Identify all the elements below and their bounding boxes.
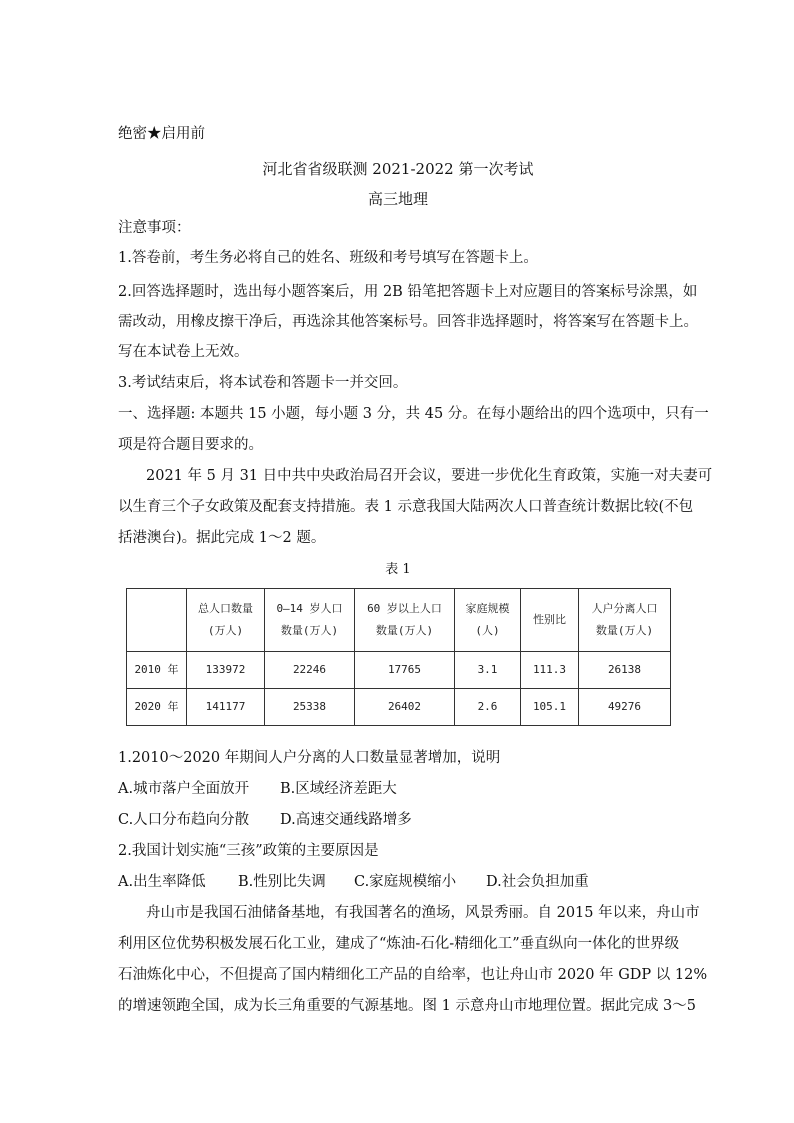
notice-heading: 注意事项： — [118, 220, 191, 236]
section-instructions: 项是符合题目要求的。 — [118, 437, 263, 453]
passage-line: 的增速领跑全国，成为长三角重要的气源基地。图 1 示意舟山市地理位置。据此完成 3～5 — [118, 998, 696, 1014]
exam-title: 河北省省级联测 2021-2022 第一次考试 — [262, 160, 534, 178]
column-header: 0—14 岁人口 数量(万人) — [265, 589, 355, 652]
answer-option: B.区域经济差距大 — [280, 781, 397, 797]
table-row — [127, 652, 671, 689]
section-instructions: 一、选择题: 本题共 15 小题，每小题 3 分，共 45 分。在每小题给出的四个选项中，只有一 — [118, 406, 709, 422]
column-header: 总人口数量 (万人) — [187, 589, 265, 652]
table-cell: 26138 — [579, 652, 671, 689]
answer-option: C.家庭规模缩小 — [354, 874, 457, 890]
table-cell: 17765 — [355, 652, 455, 689]
column-header: 60 岁以上人口 数量(万人) — [355, 589, 455, 652]
column-header: 家庭规模 (人) — [455, 589, 521, 652]
passage-line: 利用区位优势积极发展石化工业，建成了“炼油-石化-精细化工”垂直纵向一体化的世界级 — [118, 936, 680, 952]
answer-option: C.人口分布趋向分散 — [118, 812, 250, 828]
notice-item: 2.回答选择题时，选出每小题答案后，用 2B 铅笔把答题卡上对应题目的答案标号涂黑，如 — [118, 284, 698, 300]
table-cell: 26402 — [355, 689, 455, 726]
row-year: 2020 年 — [127, 689, 187, 726]
notice-item: 需改动，用橡皮擦干净后，再选涂其他答案标号。回答非选择题时，将答案写在答题卡上。 — [118, 314, 698, 330]
answer-option: D.高速交通线路增多 — [280, 812, 412, 828]
answer-option: D.社会负担加重 — [486, 874, 589, 890]
table-cell: 2.6 — [455, 689, 521, 726]
table-cell: 105.1 — [521, 689, 579, 726]
answer-option: B.性别比失调 — [238, 874, 326, 890]
table-cell: 111.3 — [521, 652, 579, 689]
confidential-label: 绝密★启用前 — [118, 126, 205, 142]
notice-item: 1.答卷前，考生务必将自己的姓名、班级和考号填写在答题卡上。 — [118, 250, 538, 266]
passage-line: 舟山市是我国石油储备基地，有我国著名的渔场，风景秀丽。自 2015 年以来，舟山市 — [146, 905, 700, 921]
table-row — [127, 689, 671, 726]
table-cell: 133972 — [187, 652, 265, 689]
table-corner-cell — [127, 589, 187, 652]
question-stem: 2.我国计划实施“三孩”政策的主要原因是 — [118, 843, 379, 859]
table-cell: 141177 — [187, 689, 265, 726]
table-caption: 表 1 — [385, 562, 411, 577]
row-year: 2010 年 — [127, 652, 187, 689]
passage-line: 以生育三个子女政策及配套支持措施。表 1 示意我国大陆两次人口普查统计数据比较(不包 — [118, 499, 694, 515]
answer-option: A.城市落户全面放开 — [118, 781, 250, 797]
notice-item: 写在本试卷上无效。 — [118, 344, 249, 360]
column-header: 人户分离人口 数量(万人) — [579, 589, 671, 652]
question-stem: 1.2010～2020 年期间人户分离的人口数量显著增加，说明 — [118, 750, 501, 766]
answer-option: A.出生率降低 — [118, 874, 206, 890]
passage-line: 2021 年 5 月 31 日中共中央政治局召开会议，要进一步优化生育政策，实施一对夫妻可 — [146, 468, 713, 484]
notice-item: 3.考试结束后，将本试卷和答题卡一并交回。 — [118, 375, 408, 391]
subject-title: 高三地理 — [367, 190, 428, 208]
passage-line: 括港澳台)。据此完成 1～2 题。 — [118, 530, 326, 546]
passage-line: 石油炼化中心，不但提高了国内精细化工产品的自给率，也让舟山市 2020 年 GDP 以 12% — [118, 967, 708, 983]
table-cell: 22246 — [265, 652, 355, 689]
census-table — [126, 588, 671, 726]
table-cell: 25338 — [265, 689, 355, 726]
table-cell: 3.1 — [455, 652, 521, 689]
column-header: 性别比 — [521, 589, 579, 652]
table-cell: 49276 — [579, 689, 671, 726]
